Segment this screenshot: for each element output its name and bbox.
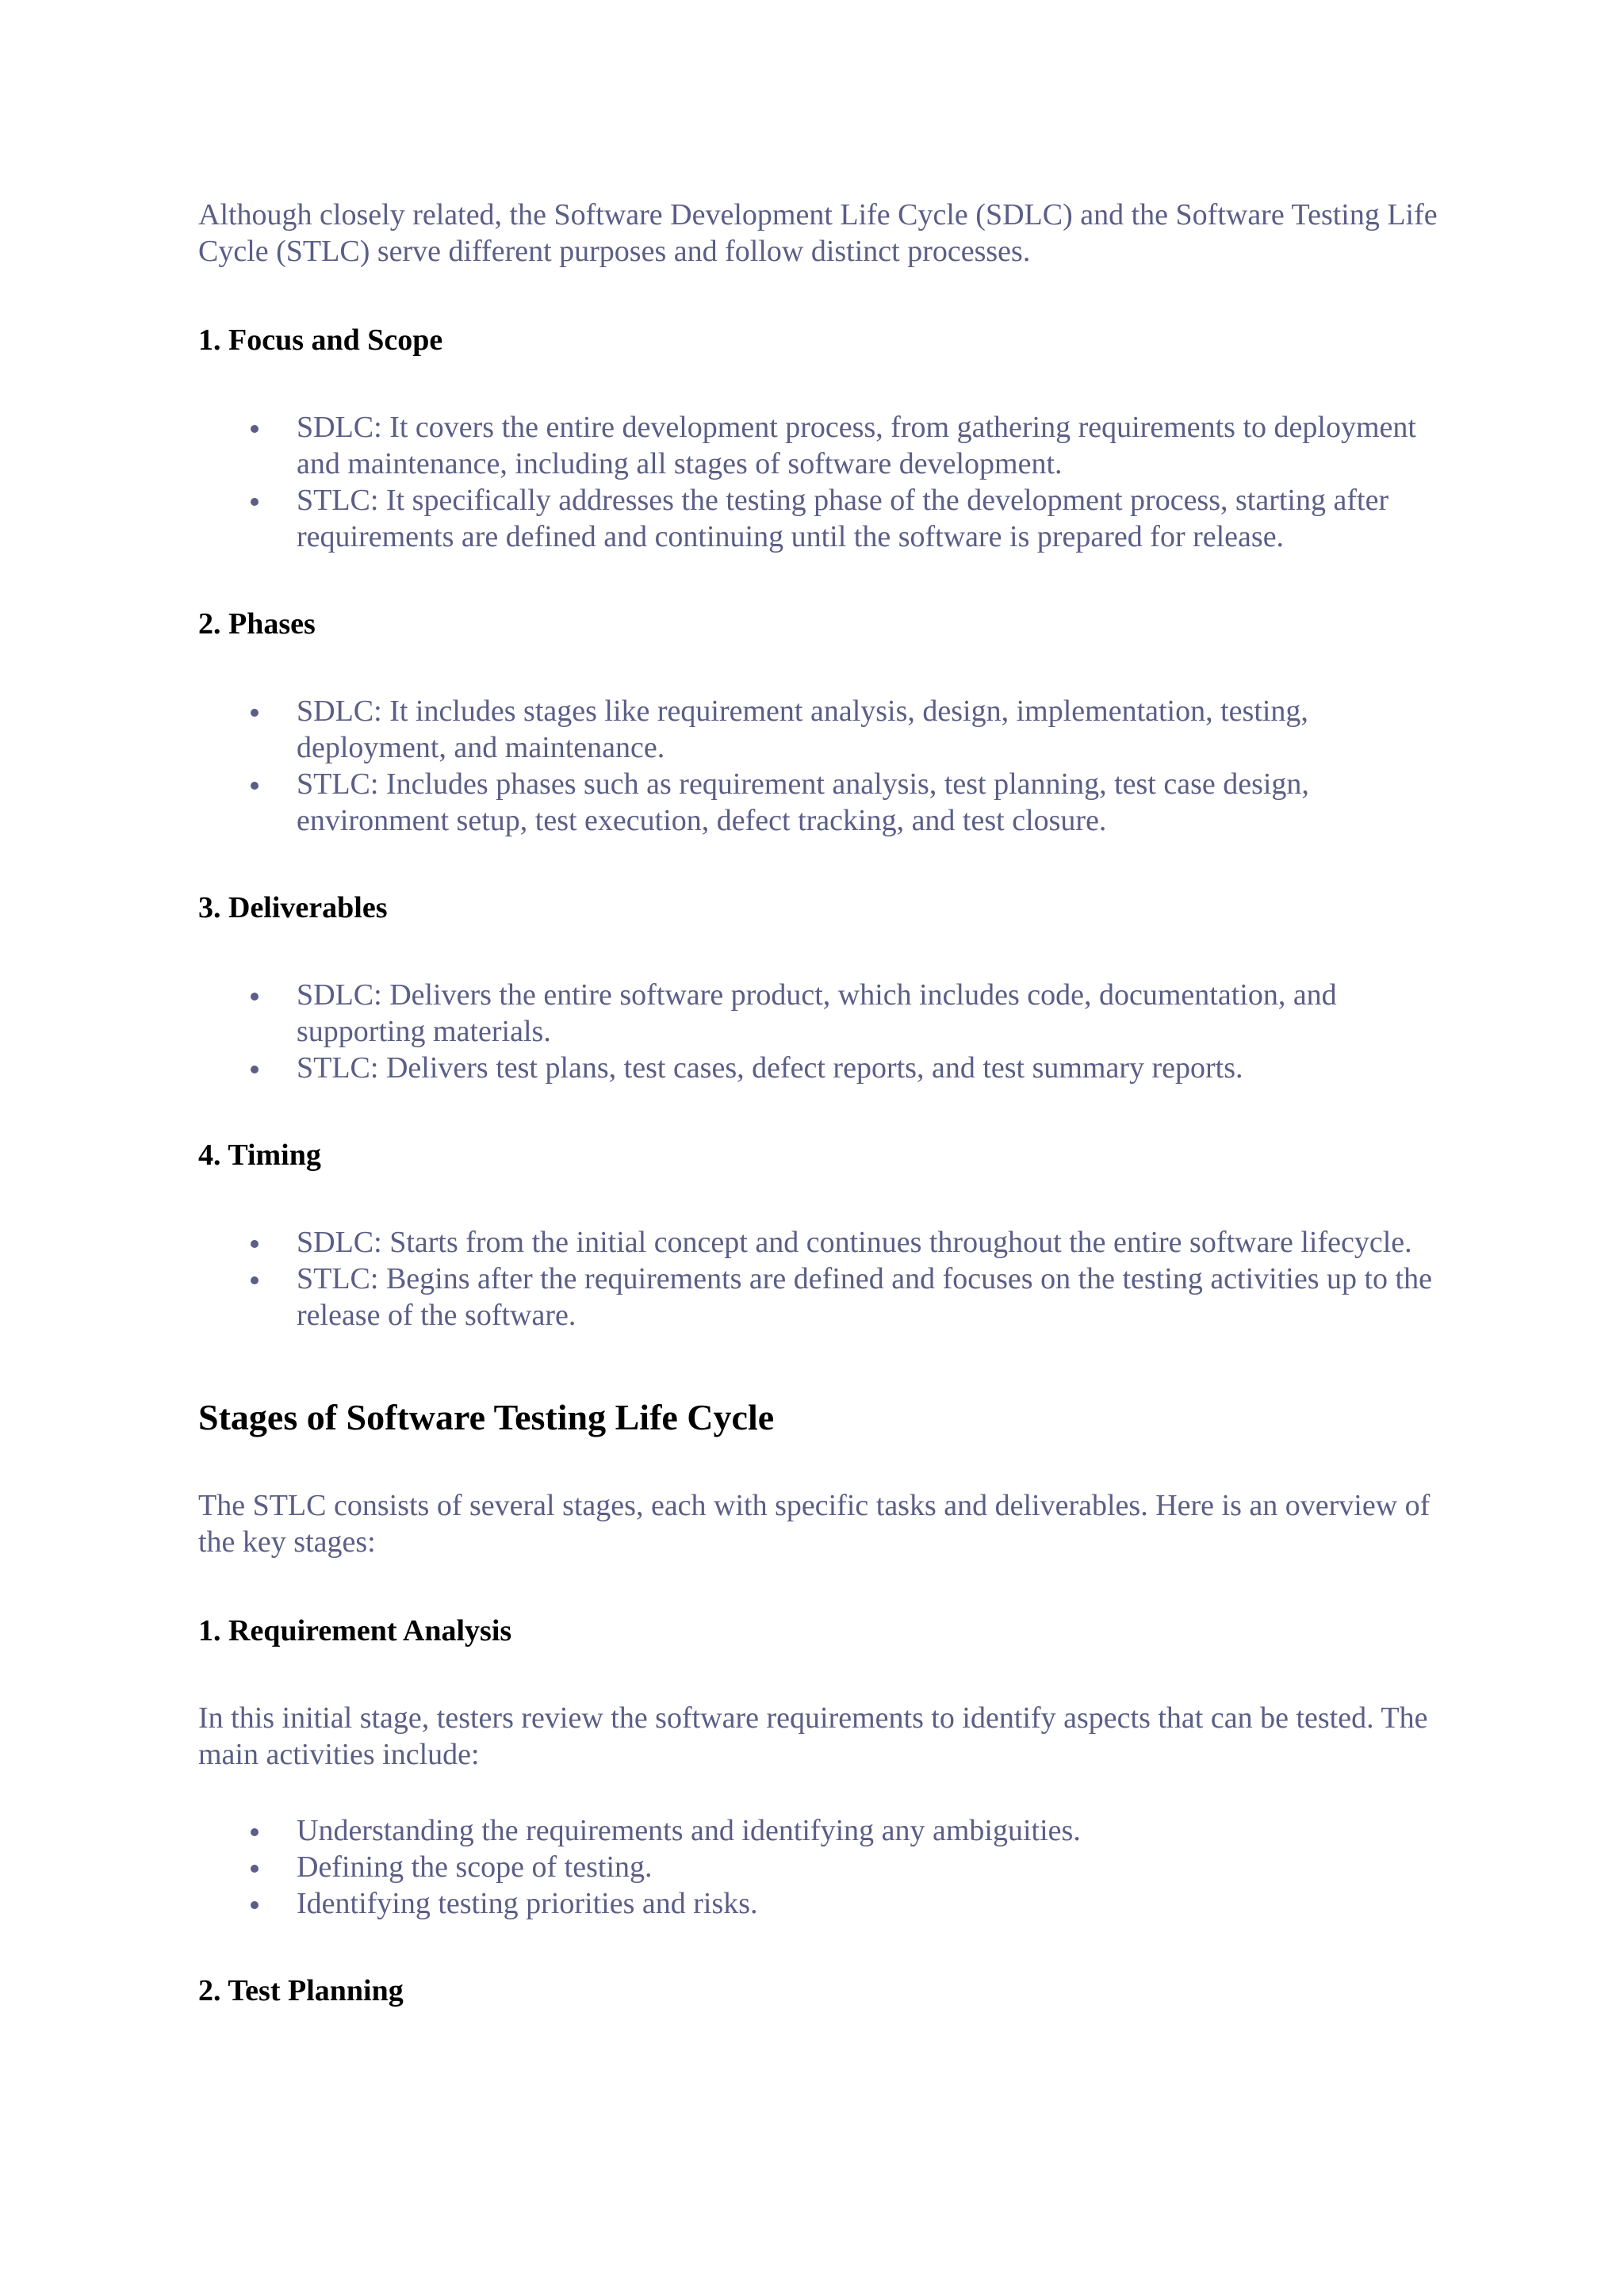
stages-intro-paragraph: The STLC consists of several stages, each with specific tasks and deliverables. Here is an overview of the key stages: xyxy=(198,1489,1431,1559)
document-page xyxy=(198,197,1451,2009)
list-phases xyxy=(198,693,1451,839)
list-item: STLC: Includes phases such as requirement analysis, test planning, test case design, environment setup, test execution, defect tracking, and test closure. xyxy=(297,766,1451,839)
list-focus-and-scope xyxy=(198,409,1451,555)
list-deliverables xyxy=(198,977,1451,1086)
list-item: SDLC: Starts from the initial concept and continues throughout the entire software lifecycle. xyxy=(297,1224,1451,1261)
heading-timing: 4. Timing xyxy=(198,1138,321,1172)
heading-test-planning: 2. Test Planning xyxy=(198,1974,404,2007)
heading-deliverables: 3. Deliverables xyxy=(198,891,388,924)
heading-requirement-analysis: 1. Requirement Analysis xyxy=(198,1614,512,1647)
list-item: STLC: It specifically addresses the testing phase of the development process, starting after requirements are defined and continuing until the software is prepared for release. xyxy=(297,482,1451,555)
list-item: SDLC: Delivers the entire software product, which includes code, documentation, and supporting materials. xyxy=(297,977,1451,1050)
intro-paragraph: Although closely related, the Software Development Life Cycle (SDLC) and the Software Testing Life Cycle (STLC) serve different purposes and follow distinct processes. xyxy=(198,198,1438,268)
list-item: SDLC: It includes stages like requirement analysis, design, implementation, testing, deployment, and maintenance. xyxy=(297,693,1451,766)
list-item: Understanding the requirements and identifying any ambiguities. xyxy=(297,1812,1451,1849)
list-item: Defining the scope of testing. xyxy=(297,1849,1451,1885)
heading-focus-and-scope: 1. Focus and Scope xyxy=(198,323,443,357)
section-title-stages: Stages of Software Testing Life Cycle xyxy=(198,1397,775,1437)
list-requirement-analysis xyxy=(198,1812,1451,1922)
heading-phases: 2. Phases xyxy=(198,607,316,641)
list-timing xyxy=(198,1224,1451,1334)
list-item: SDLC: It covers the entire development process, from gathering requirements to deployment and maintenance, including all stages of software development. xyxy=(297,409,1451,482)
requirement-analysis-paragraph: In this initial stage, testers review the software requirements to identify aspects that can be tested. The main activities include: xyxy=(198,1701,1428,1771)
list-item: Identifying testing priorities and risks. xyxy=(297,1885,1451,1922)
list-item: STLC: Delivers test plans, test cases, defect reports, and test summary reports. xyxy=(297,1050,1451,1086)
list-item: STLC: Begins after the requirements are defined and focuses on the testing activities up to the release of the software. xyxy=(297,1261,1451,1334)
